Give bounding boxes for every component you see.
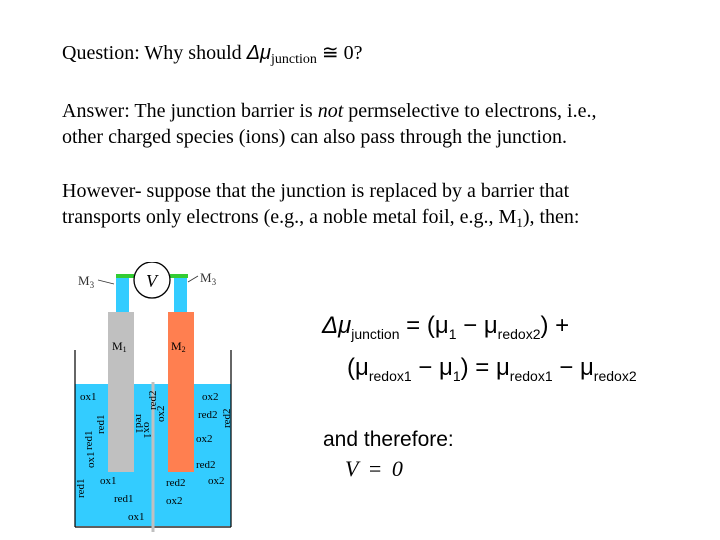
eq2-redox1b-sub: redox1 [509, 368, 553, 384]
eq1-lhs-sub: junction [351, 326, 400, 342]
species-label: red2 [196, 459, 216, 471]
species-label: red2 [147, 390, 159, 410]
answer-line1-a: Answer: The junction barrier is [62, 100, 313, 122]
question-delta-mu: Δμ [246, 42, 272, 64]
species-label: red1 [83, 430, 95, 450]
species-label: red1 [95, 414, 107, 434]
answer-line-2: other charged species (ions) can also pass through the junction. [62, 126, 568, 148]
eq1-tail: ) + [540, 312, 570, 339]
result-equation: V = 0 [345, 456, 405, 481]
however-line-2 [62, 204, 579, 236]
species-label: ox1 [100, 475, 117, 487]
however-line2-a: transports only electrons (e.g., a noble metal foil, e.g., M [62, 206, 517, 228]
species-label: ox2 [166, 495, 183, 507]
m3-left-pointer [98, 280, 114, 284]
equation-1 [322, 312, 569, 342]
eq2-eq: ) = μ [460, 354, 510, 381]
eq2-minus: − μ [411, 354, 453, 381]
voltmeter-label: V [146, 271, 157, 291]
eq1-minus: − μ [456, 312, 498, 339]
species-label: red2 [221, 408, 233, 428]
however-line-1: However- suppose that the junction is replaced by a barrier that [62, 180, 570, 202]
species-label: ox2 [208, 475, 225, 487]
species-label: ox2 [155, 405, 167, 422]
answer-emphasis: not [317, 100, 344, 122]
species-label: red1 [114, 493, 134, 505]
species-label: ox1 [80, 391, 97, 403]
eq1-eq: = (μ [399, 312, 449, 339]
question-suffix: ≅ 0? [321, 42, 363, 64]
m1-electrode [108, 312, 134, 472]
species-label: red1 [133, 414, 145, 434]
equation-2 [347, 354, 637, 384]
m3-lead-right [174, 276, 187, 312]
cell-svg [70, 262, 240, 534]
question-sub: junction [271, 52, 317, 67]
however-line2-sub: 1 [516, 215, 523, 230]
question-prefix: Question: Why should [62, 42, 242, 64]
species-label: red2 [166, 477, 186, 489]
electrochemical-cell-diagram [70, 262, 240, 539]
m2-label: M2 [171, 339, 186, 354]
eq2-minus2: − μ [552, 354, 594, 381]
eq1-redox2-sub: redox2 [497, 326, 541, 342]
species-label: ox1 [141, 422, 153, 439]
species-label: ox2 [202, 391, 219, 403]
eq2-redox1-sub: redox1 [368, 368, 412, 384]
eq2-mu1-sub: 1 [452, 368, 461, 384]
however-line2-b: ), then: [522, 206, 580, 228]
answer-line-1 [62, 98, 596, 124]
m3-lead-left [116, 276, 129, 312]
eq2-redox2-sub: redox2 [593, 368, 637, 384]
eq2-open: (μ [347, 354, 369, 381]
species-label: ox1 [85, 451, 97, 468]
species-label: red2 [198, 409, 218, 421]
m3-right-label: $M_3$ [200, 270, 217, 287]
question-line [62, 40, 363, 73]
m3-right-pointer [188, 276, 198, 282]
eq1-lhs: Δμ [322, 312, 352, 339]
answer-line1-b: permselective to electrons, i.e., [348, 100, 597, 122]
species-label: ox2 [196, 433, 213, 445]
species-label: red1 [75, 478, 87, 498]
species-label: ox1 [128, 511, 145, 523]
therefore-text: and therefore: [323, 428, 454, 451]
eq1-mu1-sub: 1 [448, 326, 457, 342]
m3-left-label: $M_3$ [78, 273, 95, 290]
m1-label: M1 [112, 339, 127, 354]
m2-electrode [168, 312, 194, 472]
